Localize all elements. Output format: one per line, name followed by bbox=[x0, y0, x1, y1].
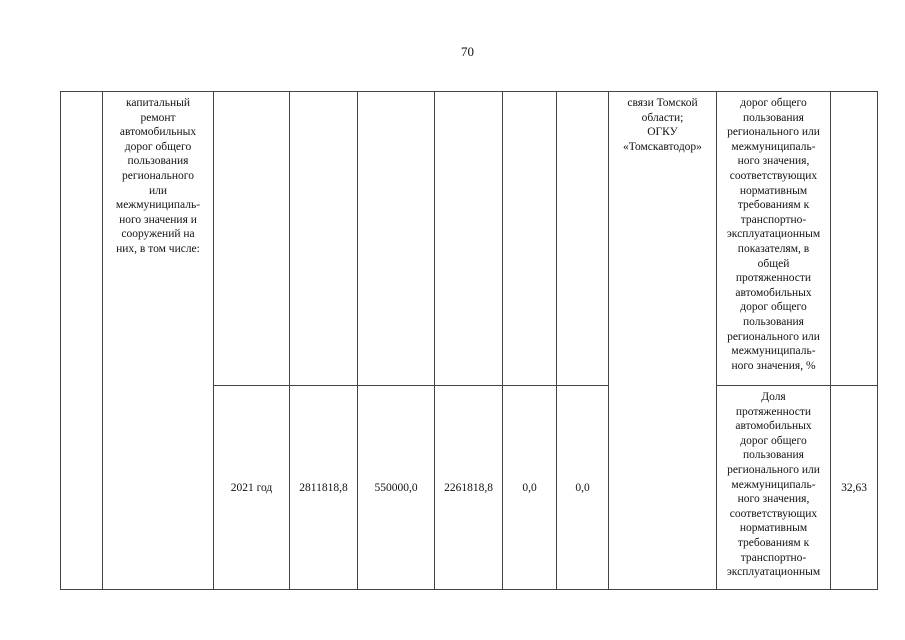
activity-name-cell: капитальный ремонт автомобильных дорог общего пользования регионального или межмуниципаль- ного значения и сооружений на них, в том числе: bbox=[103, 92, 214, 590]
federal-budget-cell bbox=[358, 92, 435, 386]
page-number: 70 bbox=[461, 44, 474, 59]
number-cell bbox=[61, 92, 103, 590]
table-row bbox=[61, 92, 878, 386]
indicator-cell: Доля протяженности автомобильных дорог общего пользования регионального или межмуниципаль- ного значения, соответствующих нормативным требованиям к транспортно- эксплуатационным bbox=[717, 386, 831, 590]
indicator-value-cell: 32,63 bbox=[831, 386, 878, 590]
federal-budget-cell: 550000,0 bbox=[358, 386, 435, 590]
program-table bbox=[60, 91, 878, 590]
total-cell bbox=[290, 92, 358, 386]
regional-budget-cell bbox=[435, 92, 503, 386]
local-budget-cell bbox=[503, 92, 557, 386]
year-cell bbox=[214, 92, 290, 386]
extra-budget-cell bbox=[557, 92, 609, 386]
total-cell: 2811818,8 bbox=[290, 386, 358, 590]
executor-cell: связи Томской области; ОГКУ «Томскавтодор» bbox=[609, 92, 717, 590]
indicator-value-cell bbox=[831, 92, 878, 386]
indicator-cell: дорог общего пользования регионального или межмуниципаль- ного значения, соответствующих нормативным требованиям к транспортно- эксплуатационным показателям, в общей протяженности автомобильных дорог общего пользования регионального или межмуниципаль- ного значения, % bbox=[717, 92, 831, 386]
year-cell: 2021 год bbox=[214, 386, 290, 590]
extra-budget-cell: 0,0 bbox=[557, 386, 609, 590]
local-budget-cell: 0,0 bbox=[503, 386, 557, 590]
regional-budget-cell: 2261818,8 bbox=[435, 386, 503, 590]
